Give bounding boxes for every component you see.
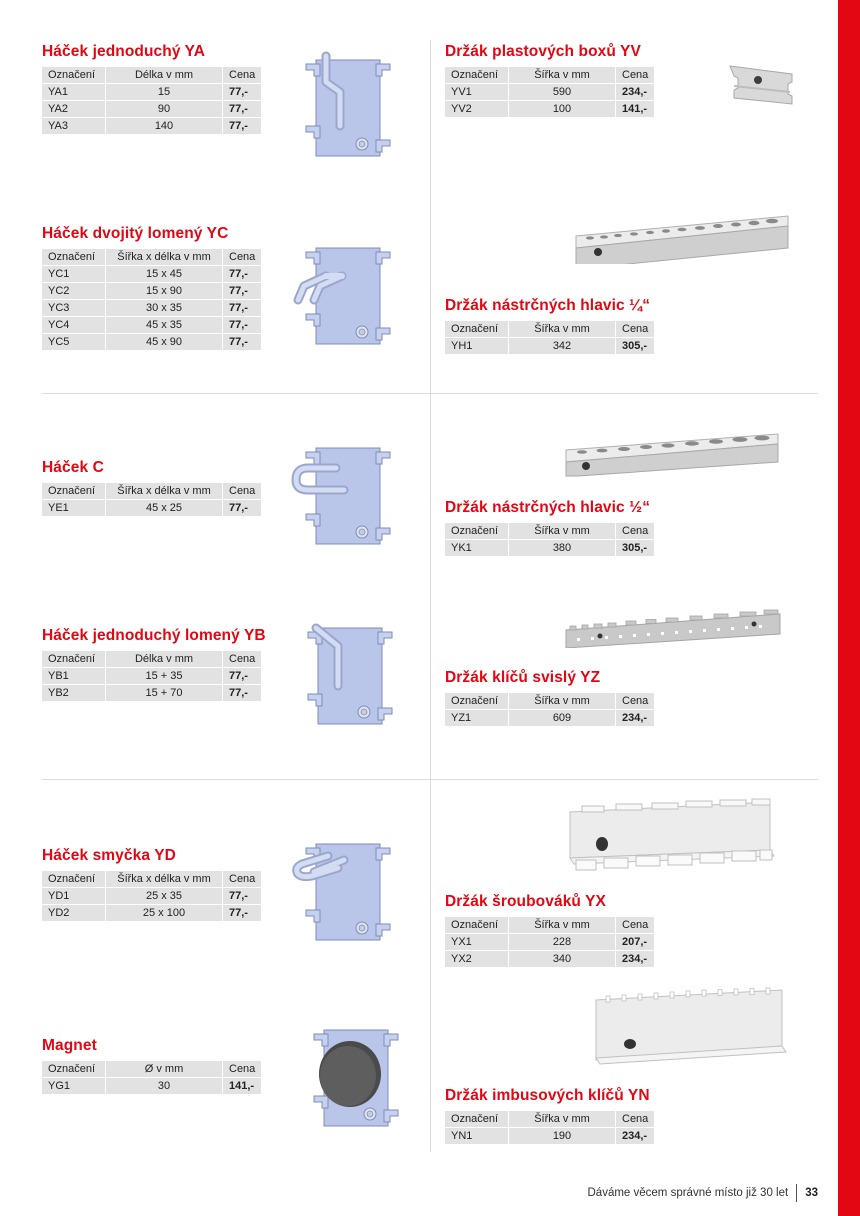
size-cell: 190 xyxy=(509,1128,615,1144)
code-cell: YD2 xyxy=(42,905,105,921)
code-cell: YN1 xyxy=(445,1128,508,1144)
column-header: Šířka x délka v mm xyxy=(106,871,222,887)
table-row xyxy=(42,317,261,333)
size-cell: 342 xyxy=(509,338,615,354)
spec-table xyxy=(444,692,655,727)
price-cell: 77,- xyxy=(223,317,261,333)
table-row xyxy=(42,668,261,684)
spec-table xyxy=(41,482,262,517)
product-section-yg xyxy=(42,1036,262,1095)
column-header: Ø v mm xyxy=(106,1061,222,1077)
product-title: Háček jednoduchý YA xyxy=(42,43,205,60)
code-cell: YC5 xyxy=(42,334,105,350)
column-header: Cena xyxy=(616,1111,654,1127)
product-title: Držák imbusových klíčů YN xyxy=(445,1087,650,1104)
table-header-row xyxy=(42,1061,261,1077)
product-section-yn xyxy=(445,1086,655,1145)
product-title: Držák plastových boxů YV xyxy=(445,43,641,60)
column-header: Označení xyxy=(42,67,105,83)
table-header-row xyxy=(445,1111,654,1127)
table-header-row xyxy=(42,67,261,83)
code-cell: YA1 xyxy=(42,84,105,100)
column-header: Označení xyxy=(445,67,508,83)
column-header: Označení xyxy=(42,249,105,265)
product-section-yh xyxy=(445,296,655,355)
product-section-yz xyxy=(445,668,655,727)
spec-table xyxy=(41,870,262,922)
size-cell: 15 + 70 xyxy=(106,685,222,701)
product-title: Háček dvojitý lomený YC xyxy=(42,225,229,242)
spec-table xyxy=(41,650,262,702)
code-cell: YZ1 xyxy=(445,710,508,726)
table-row xyxy=(42,84,261,100)
size-cell: 140 xyxy=(106,118,222,134)
table-row xyxy=(445,84,654,100)
price-cell: 234,- xyxy=(616,951,654,967)
product-section-ye xyxy=(42,458,262,517)
column-header: Cena xyxy=(223,67,261,83)
size-cell: 590 xyxy=(509,84,615,100)
screwdriver-holder-icon xyxy=(562,798,782,872)
size-cell: 25 x 100 xyxy=(106,905,222,921)
table-row xyxy=(445,1128,654,1144)
table-header-row xyxy=(445,693,654,709)
size-cell: 90 xyxy=(106,101,222,117)
code-cell: YC4 xyxy=(42,317,105,333)
table-row xyxy=(42,500,261,516)
price-cell: 77,- xyxy=(223,905,261,921)
row-divider xyxy=(42,393,818,394)
column-divider xyxy=(430,40,431,1152)
size-cell: 45 x 35 xyxy=(106,317,222,333)
column-header: Šířka v mm xyxy=(509,523,615,539)
product-section-yb xyxy=(42,626,266,702)
row-divider xyxy=(42,779,818,780)
column-header: Označení xyxy=(445,1111,508,1127)
column-header: Cena xyxy=(223,483,261,499)
table-row xyxy=(42,685,261,701)
product-section-ya xyxy=(42,42,262,135)
column-header: Cena xyxy=(616,917,654,933)
column-header: Šířka x délka v mm xyxy=(106,249,222,265)
table-row xyxy=(42,283,261,299)
code-cell: YV1 xyxy=(445,84,508,100)
product-title: Držák šroubováků YX xyxy=(445,893,606,910)
spec-table xyxy=(444,1110,655,1145)
spec-table xyxy=(444,66,655,118)
code-cell: YC1 xyxy=(42,266,105,282)
column-header: Označení xyxy=(42,1061,105,1077)
wrench-holder-icon xyxy=(564,608,784,648)
loop-hook-icon xyxy=(288,832,400,950)
size-cell: 45 x 90 xyxy=(106,334,222,350)
price-cell: 77,- xyxy=(223,334,261,350)
code-cell: YX1 xyxy=(445,934,508,950)
column-header: Označení xyxy=(445,917,508,933)
price-cell: 141,- xyxy=(616,101,654,117)
code-cell: YA2 xyxy=(42,101,105,117)
column-header: Cena xyxy=(616,321,654,337)
table-row xyxy=(445,338,654,354)
code-cell: YD1 xyxy=(42,888,105,904)
column-header: Šířka v mm xyxy=(509,917,615,933)
spec-table xyxy=(41,248,262,351)
column-header: Délka v mm xyxy=(106,651,222,667)
hex-key-holder-icon xyxy=(590,986,790,1066)
column-header: Cena xyxy=(223,1061,261,1077)
table-header-row xyxy=(42,249,261,265)
table-row xyxy=(42,118,261,134)
column-header: Cena xyxy=(616,67,654,83)
price-cell: 77,- xyxy=(223,300,261,316)
single-hook-icon xyxy=(296,48,400,166)
code-cell: YB2 xyxy=(42,685,105,701)
double-bent-hook-icon xyxy=(288,236,400,354)
table-header-row xyxy=(42,483,261,499)
size-cell: 15 x 90 xyxy=(106,283,222,299)
table-header-row xyxy=(445,67,654,83)
product-title: Háček jednoduchý lomený YB xyxy=(42,627,266,644)
spec-table xyxy=(444,916,655,968)
table-row xyxy=(42,266,261,282)
price-cell: 234,- xyxy=(616,84,654,100)
table-header-row xyxy=(445,523,654,539)
price-cell: 77,- xyxy=(223,283,261,299)
column-header: Cena xyxy=(616,523,654,539)
price-cell: 77,- xyxy=(223,118,261,134)
table-row xyxy=(445,934,654,950)
spec-table xyxy=(444,522,655,557)
footer-separator xyxy=(796,1184,797,1202)
code-cell: YB1 xyxy=(42,668,105,684)
table-row xyxy=(445,101,654,117)
column-header: Šířka v mm xyxy=(509,693,615,709)
size-cell: 30 x 35 xyxy=(106,300,222,316)
column-header: Označení xyxy=(42,871,105,887)
box-holder-icon xyxy=(728,62,798,116)
code-cell: YH1 xyxy=(445,338,508,354)
column-header: Cena xyxy=(223,651,261,667)
table-row xyxy=(42,905,261,921)
column-header: Šířka v mm xyxy=(509,321,615,337)
code-cell: YK1 xyxy=(445,540,508,556)
table-row xyxy=(445,951,654,967)
table-row xyxy=(445,710,654,726)
size-cell: 30 xyxy=(106,1078,222,1094)
spec-table xyxy=(444,320,655,355)
column-header: Šířka x délka v mm xyxy=(106,483,222,499)
size-cell: 100 xyxy=(509,101,615,117)
table-header-row xyxy=(445,917,654,933)
code-cell: YX2 xyxy=(445,951,508,967)
socket-holder-half-icon xyxy=(562,428,784,478)
size-cell: 340 xyxy=(509,951,615,967)
price-cell: 234,- xyxy=(616,710,654,726)
price-cell: 207,- xyxy=(616,934,654,950)
column-header: Označení xyxy=(42,651,105,667)
table-header-row xyxy=(445,321,654,337)
table-row xyxy=(42,888,261,904)
column-header: Cena xyxy=(223,871,261,887)
size-cell: 25 x 35 xyxy=(106,888,222,904)
size-cell: 380 xyxy=(509,540,615,556)
code-cell: YE1 xyxy=(42,500,105,516)
c-hook-icon xyxy=(288,436,400,554)
size-cell: 15 xyxy=(106,84,222,100)
table-row xyxy=(42,1078,261,1094)
price-cell: 77,- xyxy=(223,668,261,684)
size-cell: 609 xyxy=(509,710,615,726)
code-cell: YA3 xyxy=(42,118,105,134)
product-title: Háček smyčka YD xyxy=(42,847,176,864)
page-number: 33 xyxy=(805,1187,818,1199)
column-header: Cena xyxy=(616,693,654,709)
table-row xyxy=(445,540,654,556)
code-cell: YC3 xyxy=(42,300,105,316)
column-header: Označení xyxy=(445,321,508,337)
column-header: Cena xyxy=(223,249,261,265)
socket-holder-quarter-icon xyxy=(572,208,794,264)
product-section-yx xyxy=(445,892,655,968)
spec-table xyxy=(41,1060,262,1095)
price-cell: 77,- xyxy=(223,101,261,117)
price-cell: 305,- xyxy=(616,540,654,556)
product-title: Háček C xyxy=(42,459,104,476)
price-cell: 234,- xyxy=(616,1128,654,1144)
column-header: Označení xyxy=(42,483,105,499)
page-footer xyxy=(588,1184,819,1202)
table-row xyxy=(42,101,261,117)
price-cell: 77,- xyxy=(223,266,261,282)
spec-table xyxy=(41,66,262,135)
price-cell: 305,- xyxy=(616,338,654,354)
code-cell: YG1 xyxy=(42,1078,105,1094)
column-header: Označení xyxy=(445,693,508,709)
product-section-yk xyxy=(445,498,655,557)
product-section-yc xyxy=(42,224,262,351)
code-cell: YV2 xyxy=(445,101,508,117)
price-cell: 77,- xyxy=(223,500,261,516)
product-section-yv xyxy=(445,42,655,118)
size-cell: 228 xyxy=(509,934,615,950)
single-bent-hook-icon xyxy=(298,616,402,734)
footer-slogan: Dáváme věcem správné místo již 30 let xyxy=(587,1187,789,1199)
size-cell: 15 + 35 xyxy=(106,668,222,684)
column-header: Označení xyxy=(445,523,508,539)
column-header: Šířka v mm xyxy=(509,1111,615,1127)
magnet-icon xyxy=(304,1018,408,1136)
column-header: Délka v mm xyxy=(106,67,222,83)
table-row xyxy=(42,334,261,350)
size-cell: 45 x 25 xyxy=(106,500,222,516)
product-title: Držák nástrčných hlavic ¼“ xyxy=(445,297,651,314)
price-cell: 77,- xyxy=(223,685,261,701)
size-cell: 15 x 45 xyxy=(106,266,222,282)
table-header-row xyxy=(42,871,261,887)
column-header: Šířka v mm xyxy=(509,67,615,83)
table-header-row xyxy=(42,651,261,667)
product-section-yd xyxy=(42,846,262,922)
product-title: Držák klíčů svislý YZ xyxy=(445,669,601,686)
product-title: Magnet xyxy=(42,1037,97,1054)
price-cell: 141,- xyxy=(223,1078,261,1094)
price-cell: 77,- xyxy=(223,888,261,904)
code-cell: YC2 xyxy=(42,283,105,299)
accent-side-bar xyxy=(838,0,860,1216)
table-row xyxy=(42,300,261,316)
product-title: Držák nástrčných hlavic ½“ xyxy=(445,499,651,516)
price-cell: 77,- xyxy=(223,84,261,100)
